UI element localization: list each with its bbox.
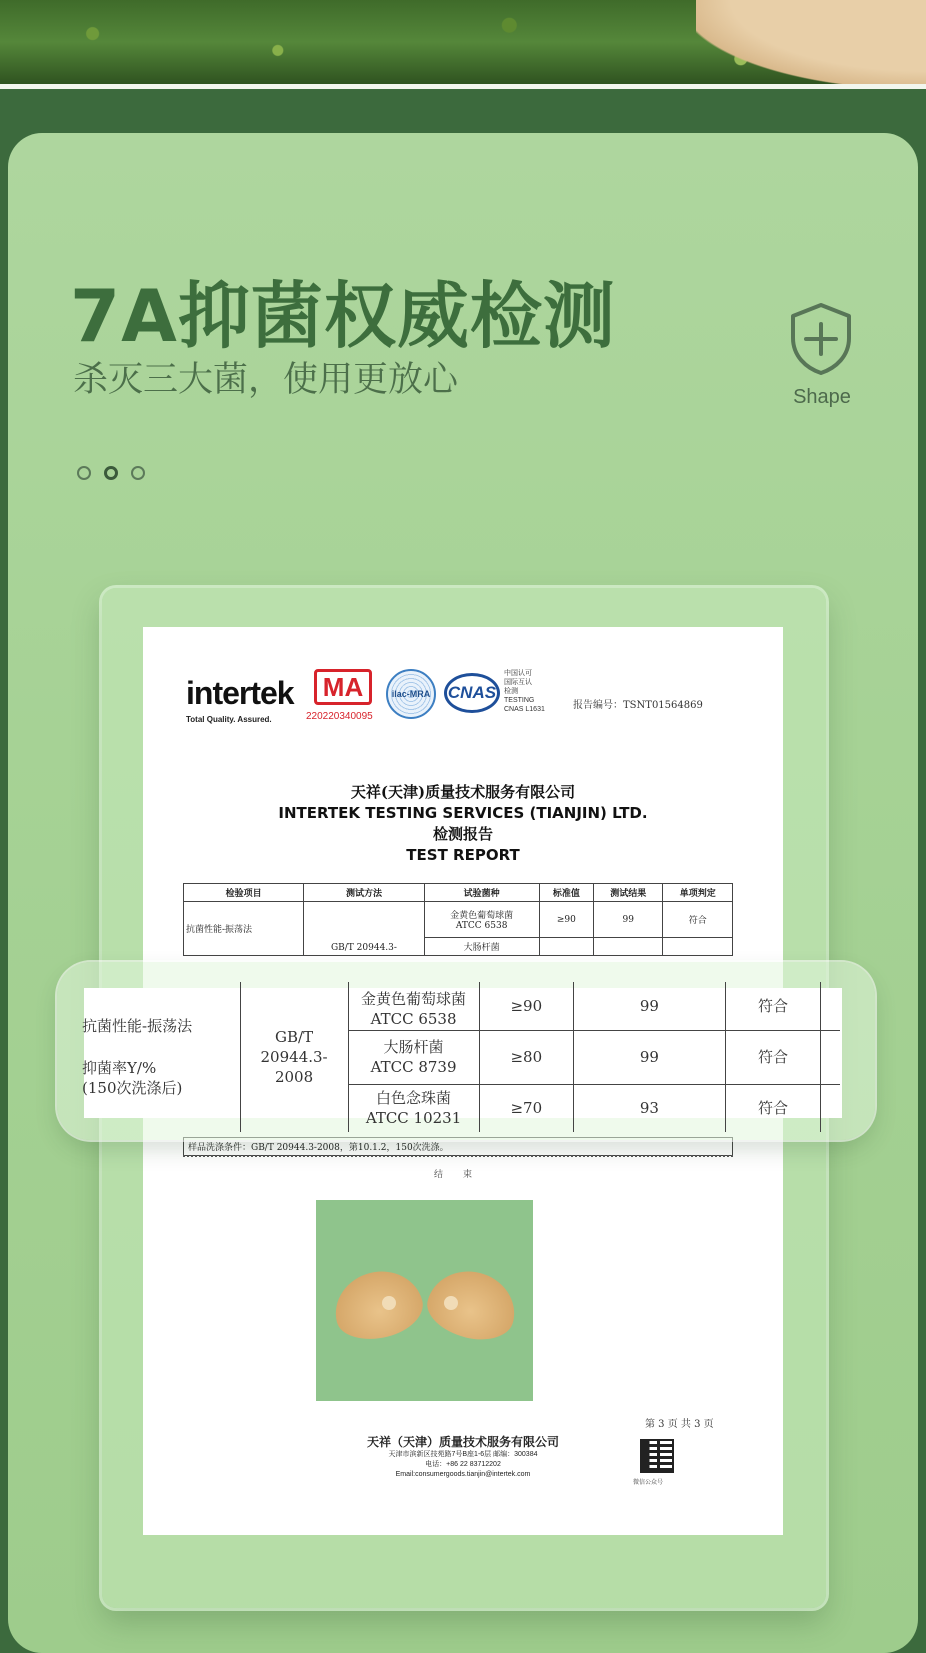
- shield-plus-icon: [789, 302, 853, 376]
- carousel-dot-2[interactable]: [104, 466, 118, 480]
- table-cell: 99: [574, 982, 726, 1030]
- qr-code: [640, 1439, 674, 1473]
- table-cell: ≥70: [479, 1084, 573, 1132]
- table-cell: 99: [594, 902, 663, 938]
- table-cell: 99: [574, 1030, 726, 1084]
- table-cell: 符合: [663, 902, 733, 938]
- zoom-method-cell: GB/T 20944.3- 2008: [240, 982, 348, 1132]
- divider: [0, 84, 926, 89]
- col-header: 测试结果: [594, 884, 663, 902]
- table-cell: ≥80: [479, 1030, 573, 1084]
- col-header: 测试方法: [304, 884, 424, 902]
- table-cell: 93: [574, 1084, 726, 1132]
- headline: 7A抑菌权威检测: [70, 274, 616, 358]
- table-cell: 大肠杆菌 ATCC 8739: [348, 1030, 479, 1084]
- col-header: 标准值: [539, 884, 593, 902]
- qr-caption: 微信公众号: [633, 1479, 664, 1486]
- table-cell: 金黄色葡萄球菌 ATCC 6538: [348, 982, 479, 1030]
- col-header: 检验项目: [184, 884, 304, 902]
- cnas-caption: 中国认可 国际互认 检测 TESTING CNAS L1631: [504, 670, 545, 713]
- bra-cup-right: [421, 1262, 522, 1347]
- table-cell: [821, 1030, 840, 1084]
- ma-logo: MA: [314, 669, 372, 705]
- carousel-dot-3[interactable]: [131, 466, 145, 480]
- product-image: [316, 1200, 533, 1401]
- intertek-tagline: Total Quality. Assured.: [186, 715, 272, 724]
- certification-logos: [186, 665, 746, 725]
- cnas-logo: CNAS: [444, 673, 500, 713]
- footer-address: 天津市滨新区技苑路7号B座1-6层 邮编：300384: [388, 1451, 538, 1458]
- end-mark: 结束: [433, 1170, 492, 1180]
- report-table: [183, 883, 733, 956]
- footer-phone: 电话：+86 22 83712202: [425, 1461, 501, 1468]
- table-cell: 抗菌性能-振荡法: [184, 902, 304, 956]
- table-cell: ≥90: [539, 902, 593, 938]
- table-cell: 符合: [725, 982, 820, 1030]
- table-cell: 白色念珠菌 ATCC 10231: [348, 1084, 479, 1132]
- table-cell: 大肠杆菌: [424, 938, 539, 956]
- clasp: [382, 1296, 396, 1310]
- col-header: 试验菌种: [424, 884, 539, 902]
- star-divider: [183, 1155, 733, 1161]
- table-cell: GB/T 20944.3-: [304, 902, 424, 956]
- shape-badge-label: Shape: [793, 386, 851, 408]
- table-cell: [539, 938, 593, 956]
- table-cell: [663, 938, 733, 956]
- zoom-item-cell: 抗菌性能-振荡法 抑菌率Y/% (150次洗涤后): [82, 1017, 193, 1097]
- subheadline: 杀灭三大菌，使用更放心: [73, 360, 459, 400]
- ilac-logo: ilac-MRA: [386, 669, 436, 719]
- skin-detail: [696, 0, 926, 84]
- top-product-photo: [0, 0, 926, 84]
- carousel-dot-1[interactable]: [77, 466, 91, 480]
- carousel-dots: [77, 466, 145, 480]
- table-cell: ≥90: [479, 982, 573, 1030]
- report-titles: [143, 782, 783, 866]
- company-name-en: INTERTEK TESTING SERVICES (TIANJIN) LTD.: [278, 804, 648, 822]
- zoom-table: [82, 982, 840, 1132]
- table-cell: 金黄色葡萄球菌 ATCC 6538: [424, 902, 539, 938]
- wash-condition-note: 样品洗涤条件：GB/T 20944.3-2008，第10.1.2，150次洗涤。: [183, 1137, 733, 1156]
- bra-cup-left: [327, 1262, 428, 1347]
- report-footer: [143, 1433, 783, 1480]
- footer-email: Email:consumergoods.tianjin@intertek.com: [395, 1471, 531, 1478]
- footer-company: 天祥（天津）质量技术服务有限公司: [366, 1435, 559, 1449]
- table-cell: [594, 938, 663, 956]
- table-cell: 符合: [725, 1084, 820, 1132]
- col-header: 单项判定: [663, 884, 733, 902]
- ma-number: 220220340095: [306, 711, 373, 722]
- report-title-en: TEST REPORT: [406, 846, 520, 864]
- report-number: 报告编号：TSNT01564869: [573, 700, 703, 711]
- magnified-table: [82, 988, 842, 1128]
- company-name-cn: 天祥(天津)质量技术服务有限公司: [350, 783, 576, 801]
- page-number: 第 3 页 共 3 页: [645, 1419, 714, 1430]
- intertek-logo: intertek: [186, 675, 294, 711]
- report-title-cn: 检测报告: [432, 825, 493, 843]
- table-cell: [821, 982, 840, 1030]
- table-cell: 符合: [725, 1030, 820, 1084]
- table-cell: [821, 1084, 840, 1132]
- clasp: [444, 1296, 458, 1310]
